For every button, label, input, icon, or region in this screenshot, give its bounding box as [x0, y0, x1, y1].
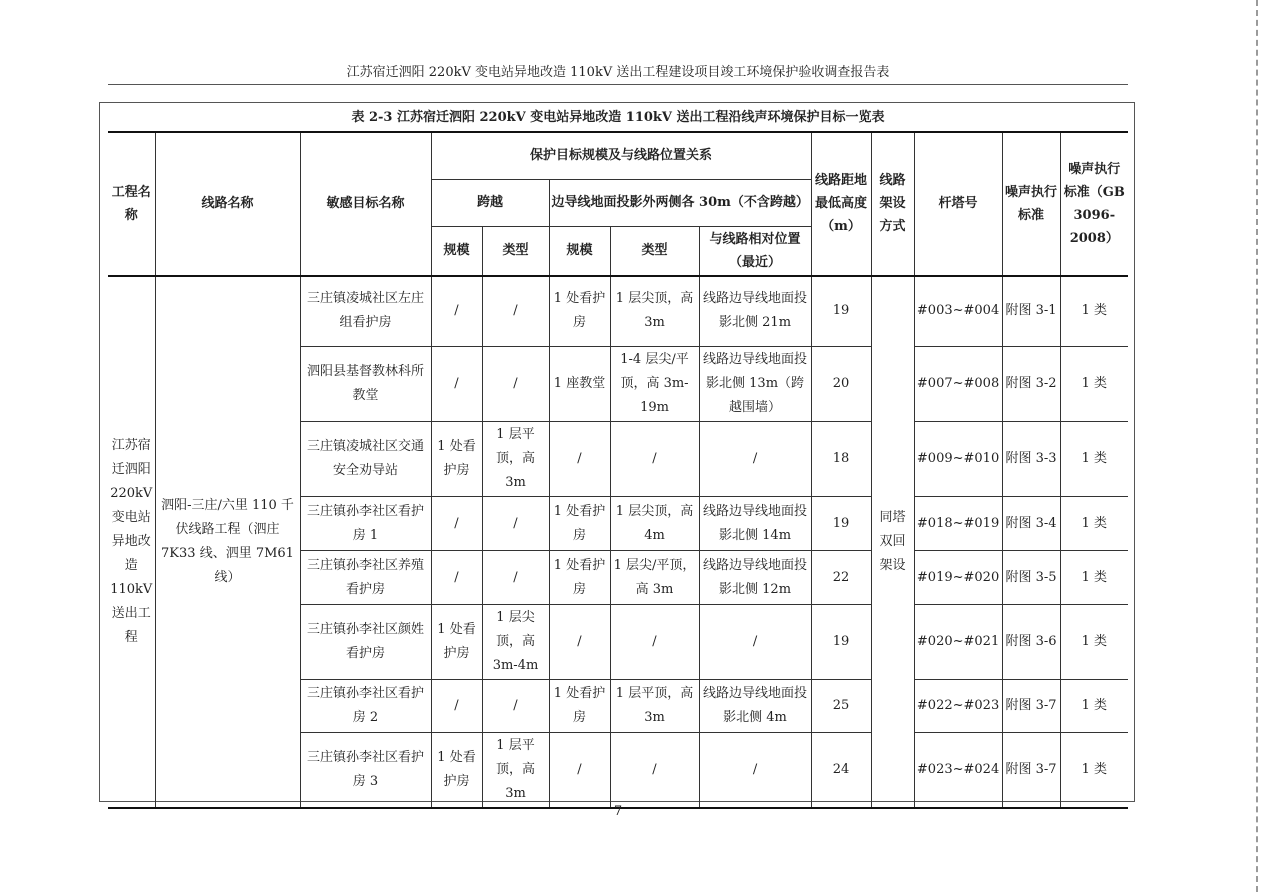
noise-target-table	[108, 131, 1128, 809]
height-cell: 18	[811, 422, 871, 497]
height-cell: 25	[811, 680, 871, 733]
target-cell: 三庄镇孙李社区养殖看护房	[300, 551, 431, 605]
side-type-cell: 1 层尖顶，高 4m	[610, 497, 699, 551]
table-title: 表 2-3 江苏宿迁泗阳 220kV 变电站异地改造 110kV 送出工程沿线声环境保护目标一览表	[351, 110, 885, 125]
standard-cell: 1 类	[1060, 551, 1128, 605]
standard-cell: 1 类	[1060, 733, 1128, 809]
height-cell: 22	[811, 551, 871, 605]
tower-cell: #023~#024	[914, 733, 1002, 809]
header-tower: 杆塔号	[914, 132, 1002, 276]
target-cell: 泗阳县基督教林科所教堂	[300, 347, 431, 422]
header-crossing: 跨越	[431, 179, 549, 226]
figure-cell: 附图 3-3	[1002, 422, 1060, 497]
side-type-cell: /	[610, 422, 699, 497]
position-cell: /	[699, 733, 811, 809]
position-cell: /	[699, 605, 811, 680]
header-line-name: 线路名称	[155, 132, 300, 276]
cross-scale-cell: /	[431, 497, 482, 551]
height-cell: 19	[811, 276, 871, 347]
cross-type-cell: /	[482, 497, 549, 551]
header-cross-scale: 规模	[431, 226, 482, 276]
cross-scale-cell: /	[431, 551, 482, 605]
side-type-cell: /	[610, 733, 699, 809]
figure-cell: 附图 3-7	[1002, 733, 1060, 809]
cross-scale-cell: 1 处看护房	[431, 733, 482, 809]
side-scale-cell: 1 处看护房	[549, 680, 610, 733]
side-scale-cell: /	[549, 733, 610, 809]
cross-scale-cell: /	[431, 347, 482, 422]
page-header: 江苏宿迁泗阳 220kV 变电站异地改造 110kV 送出工程建设项目竣工环境保护验收调查报告表	[108, 62, 1128, 85]
standard-cell: 1 类	[1060, 422, 1128, 497]
figure-cell: 附图 3-5	[1002, 551, 1060, 605]
cross-scale-cell: 1 处看护房	[431, 422, 482, 497]
cross-type-cell: /	[482, 680, 549, 733]
position-cell: 线路边导线地面投影北侧 21m	[699, 276, 811, 347]
header-noise-exec-standard: 噪声执行标准（GB 3096-2008）	[1060, 132, 1128, 276]
target-cell: 三庄镇孙李社区看护房 2	[300, 680, 431, 733]
side-type-cell: 1 层尖顶，高 3m	[610, 276, 699, 347]
height-cell: 24	[811, 733, 871, 809]
header-target-name: 敏感目标名称	[300, 132, 431, 276]
header-min-height: 线路距地最低高度（m）	[811, 132, 871, 276]
header-side-group: 边导线地面投影外两侧各 30m（不含跨越）	[549, 179, 811, 226]
cross-scale-cell: /	[431, 680, 482, 733]
figure-cell: 附图 3-7	[1002, 680, 1060, 733]
page-edge-dashed-line	[1256, 0, 1258, 892]
header-project-name: 工程名称	[108, 132, 155, 276]
page-number: 7	[613, 804, 623, 819]
side-scale-cell: 1 处看护房	[549, 551, 610, 605]
side-type-cell: /	[610, 605, 699, 680]
figure-cell: 附图 3-4	[1002, 497, 1060, 551]
position-cell: 线路边导线地面投影北侧 4m	[699, 680, 811, 733]
cross-scale-cell: 1 处看护房	[431, 605, 482, 680]
position-cell: 线路边导线地面投影北侧 13m（跨越围墙）	[699, 347, 811, 422]
cross-type-cell: 1 层平顶，高 3m	[482, 733, 549, 809]
table-row	[108, 276, 1128, 347]
height-cell: 19	[811, 605, 871, 680]
header-cross-type: 类型	[482, 226, 549, 276]
project-name-cell: 江苏宿迁泗阳220kV变电站异地改造110kV送出工程	[108, 276, 155, 809]
tower-cell: #003~#004	[914, 276, 1002, 347]
tower-cell: #019~#020	[914, 551, 1002, 605]
header-side-scale: 规模	[549, 226, 610, 276]
cross-type-cell: 1 层平顶，高 3m	[482, 422, 549, 497]
side-scale-cell: /	[549, 422, 610, 497]
side-type-cell: 1 层尖/平顶，高 3m	[610, 551, 699, 605]
header-relative-position: 与线路相对位置（最近）	[699, 226, 811, 276]
height-cell: 19	[811, 497, 871, 551]
cross-type-cell: /	[482, 347, 549, 422]
height-cell: 20	[811, 347, 871, 422]
position-cell: 线路边导线地面投影北侧 14m	[699, 497, 811, 551]
cross-type-cell: /	[482, 276, 549, 347]
position-cell: /	[699, 422, 811, 497]
header-noise-standard: 噪声执行标准	[1002, 132, 1060, 276]
standard-cell: 1 类	[1060, 497, 1128, 551]
cross-scale-cell: /	[431, 276, 482, 347]
line-name-cell: 泗阳-三庄/六里 110 千伏线路工程（泗庄 7K33 线、泗里 7M61 线）	[155, 276, 300, 809]
figure-cell: 附图 3-2	[1002, 347, 1060, 422]
tower-cell: #022~#023	[914, 680, 1002, 733]
tower-cell: #020~#021	[914, 605, 1002, 680]
header-position-group: 保护目标规模及与线路位置关系	[431, 132, 811, 179]
cross-type-cell: /	[482, 551, 549, 605]
figure-cell: 附图 3-1	[1002, 276, 1060, 347]
side-type-cell: 1 层平顶，高 3m	[610, 680, 699, 733]
side-type-cell: 1-4 层尖/平顶，高 3m-19m	[610, 347, 699, 422]
side-scale-cell: 1 处看护房	[549, 276, 610, 347]
target-cell: 三庄镇孙李社区看护房 1	[300, 497, 431, 551]
position-cell: 线路边导线地面投影北侧 12m	[699, 551, 811, 605]
target-cell: 三庄镇凌城社区交通安全劝导站	[300, 422, 431, 497]
tower-cell: #007~#008	[914, 347, 1002, 422]
erection-cell: 同塔双回架设	[871, 276, 914, 809]
tower-cell: #009~#010	[914, 422, 1002, 497]
side-scale-cell: 1 处看护房	[549, 497, 610, 551]
side-scale-cell: /	[549, 605, 610, 680]
side-scale-cell: 1 座教堂	[549, 347, 610, 422]
standard-cell: 1 类	[1060, 347, 1128, 422]
target-cell: 三庄镇凌城社区左庄组看护房	[300, 276, 431, 347]
figure-cell: 附图 3-6	[1002, 605, 1060, 680]
standard-cell: 1 类	[1060, 605, 1128, 680]
cross-type-cell: 1 层尖顶，高 3m-4m	[482, 605, 549, 680]
standard-cell: 1 类	[1060, 276, 1128, 347]
standard-cell: 1 类	[1060, 680, 1128, 733]
header-erection: 线路架设方式	[871, 132, 914, 276]
target-cell: 三庄镇孙李社区看护房 3	[300, 733, 431, 809]
header-side-type: 类型	[610, 226, 699, 276]
tower-cell: #018~#019	[914, 497, 1002, 551]
target-cell: 三庄镇孙李社区颜姓看护房	[300, 605, 431, 680]
